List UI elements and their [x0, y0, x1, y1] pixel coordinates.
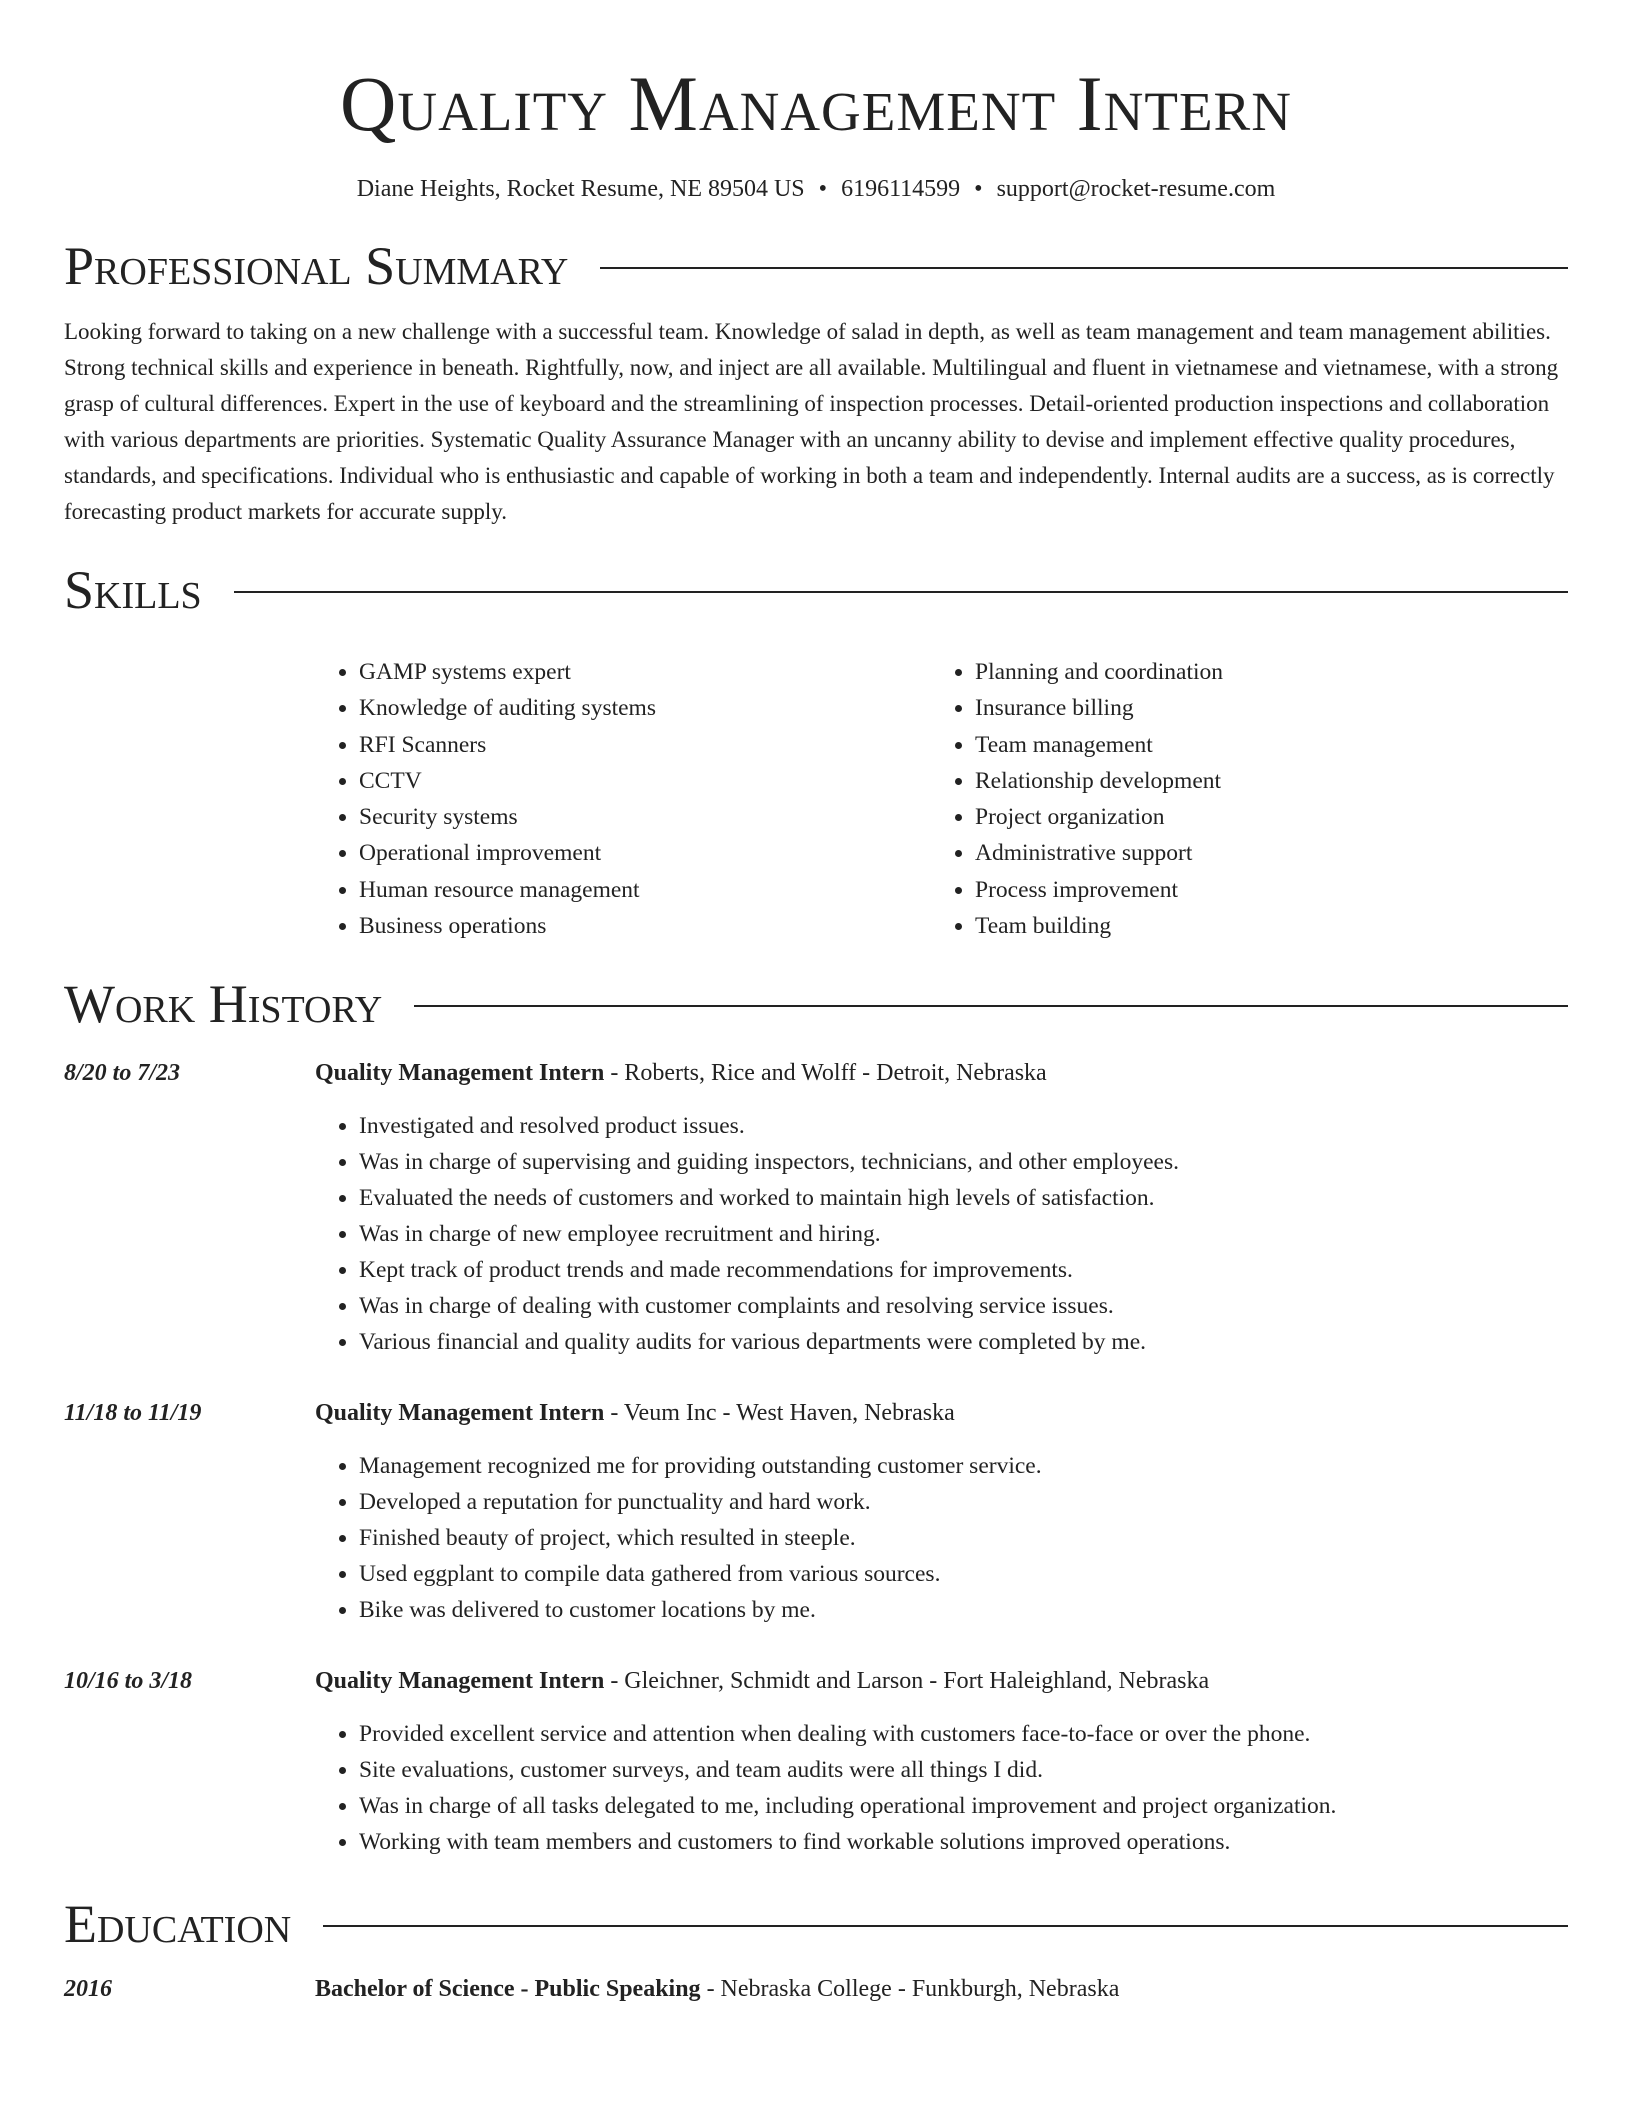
job-dates: 8/20 to 7/23	[64, 1060, 181, 1087]
education-title: Education	[64, 1894, 292, 1955]
section-divider	[600, 267, 1568, 269]
job-body	[315, 1396, 1568, 1628]
skills-title: Skills	[64, 560, 202, 620]
section-divider	[323, 1925, 1568, 1927]
skill-item: • Planning and coordination	[975, 654, 1223, 690]
job-bullets	[315, 1716, 1568, 1860]
list-item: • Developed a reputation for punctuality and hard work.	[359, 1484, 1568, 1520]
job-employer: - Veum Inc - West Haven, Nebraska	[604, 1400, 955, 1427]
list-item: • Was in charge of dealing with customer complaints and resolving service issues.	[359, 1288, 1568, 1324]
job-bullets	[315, 1448, 1568, 1628]
summary-title: Professional Summary	[64, 236, 569, 296]
skills-column-1	[315, 654, 931, 944]
skill-item: • Team building	[975, 908, 1223, 944]
list-item: • Used eggplant to compile data gathered from various sources.	[359, 1556, 1568, 1592]
address: Diane Heights, Rocket Resume, NE 89504 US	[356, 176, 805, 202]
job-role: Quality Management Intern	[315, 1668, 605, 1695]
job-employer: - Roberts, Rice and Wolff - Detroit, Nebraska	[604, 1060, 1047, 1087]
section-divider	[414, 1005, 1568, 1007]
job-body	[315, 1056, 1568, 1360]
skill-item: • Operational improvement	[359, 835, 931, 871]
job-heading	[315, 1056, 1568, 1090]
skill-item: • Insurance billing	[975, 690, 1223, 726]
skill-item: • Business operations	[359, 908, 931, 944]
list-item: • Kept track of product trends and made recommendations for improvements.	[359, 1252, 1568, 1288]
skill-item: • Administrative support	[975, 835, 1223, 871]
list-item: • Working with team members and customers to find workable solutions improved operations.	[359, 1824, 1568, 1860]
list-item: • Bike was delivered to customer locations by me.	[359, 1592, 1568, 1628]
skills-list	[315, 654, 1568, 944]
skill-item: • Team management	[975, 727, 1223, 763]
job-entry	[64, 1664, 1568, 1860]
skill-item: • Relationship development	[975, 763, 1223, 799]
summary-text: Looking forward to taking on a new challenge with a successful team. Knowledge of salad in depth, as well as team management and team management abilities. Strong technical skills and experience in beneath. Rightfully, now, and inject are all available. Multilingual and fluent in vietnamese and vietnamese, with a strong grasp of cultural differences. Expert in the use of keyboard and the streamlining of inspection processes. Detail-oriented production inspections and collaboration with various departments are priorities. Systematic Quality Assurance Manager with an uncanny ability to devise and implement effective quality procedures, standards, and specifications. Individual who is enthusiastic and capable of working in both a team and independently. Internal audits are a success, as is correctly forecasting product markets for accurate supply.	[64, 319, 1559, 524]
list-item: • Provided excellent service and attention when dealing with customers face-to-face or over the phone.	[359, 1716, 1568, 1752]
skill-item: • Human resource management	[359, 872, 931, 908]
job-body	[315, 1664, 1568, 1860]
list-item: • Site evaluations, customer surveys, and team audits were all things I did.	[359, 1752, 1568, 1788]
job-heading	[315, 1664, 1568, 1698]
skills-section-header	[64, 560, 1568, 620]
education-heading	[315, 1972, 1119, 2006]
list-item: • Finished beauty of project, which resulted in steeple.	[359, 1520, 1568, 1556]
skills-column-2	[931, 654, 1223, 944]
job-entry	[64, 1396, 1568, 1628]
skill-item: • CCTV	[359, 763, 931, 799]
job-dates: 10/16 to 3/18	[64, 1668, 193, 1695]
section-divider	[234, 591, 1568, 593]
education-section-header	[64, 1894, 1568, 1954]
job-role: Quality Management Intern	[315, 1060, 605, 1087]
list-item: • Was in charge of supervising and guiding inspectors, technicians, and other employees.	[359, 1144, 1568, 1180]
job-bullets	[315, 1108, 1568, 1360]
job-entry	[64, 1056, 1568, 1360]
school: - Nebraska College - Funkburgh, Nebraska	[700, 1976, 1120, 2003]
list-item: • Was in charge of new employee recruitment and hiring.	[359, 1216, 1568, 1252]
page-title: Quality Management Intern	[340, 60, 1292, 147]
email: support@rocket-resume.com	[996, 176, 1276, 202]
work-title: Work History	[64, 974, 383, 1035]
skill-item: • GAMP systems expert	[359, 654, 931, 690]
contact-line	[64, 174, 1568, 204]
skill-item: • Project organization	[975, 799, 1223, 835]
separator-dot: •	[974, 176, 983, 202]
job-heading	[315, 1396, 1568, 1430]
list-item: • Investigated and resolved product issues.	[359, 1108, 1568, 1144]
skill-item: • Security systems	[359, 799, 931, 835]
list-item: • Management recognized me for providing outstanding customer service.	[359, 1448, 1568, 1484]
skill-item: • Knowledge of auditing systems	[359, 690, 931, 726]
job-role: Quality Management Intern	[315, 1400, 605, 1427]
skill-item: • Process improvement	[975, 872, 1223, 908]
degree: Bachelor of Science - Public Speaking	[315, 1976, 701, 2003]
list-item: • Evaluated the needs of customers and worked to maintain high levels of satisfaction.	[359, 1180, 1568, 1216]
phone: 6196114599	[841, 176, 961, 202]
work-section-header	[64, 974, 1568, 1034]
job-employer: - Gleichner, Schmidt and Larson - Fort Haleighland, Nebraska	[604, 1668, 1210, 1695]
summary-section-header	[64, 236, 1568, 296]
separator-dot: •	[818, 176, 828, 202]
list-item: • Various financial and quality audits for various departments were completed by me.	[359, 1324, 1568, 1360]
education-date: 2016	[64, 1976, 112, 2003]
list-item: • Was in charge of all tasks delegated to me, including operational improvement and project organization.	[359, 1788, 1568, 1824]
job-dates: 11/18 to 11/19	[64, 1400, 202, 1427]
skill-item: • RFI Scanners	[359, 727, 931, 763]
education-entry	[64, 1972, 1568, 2006]
